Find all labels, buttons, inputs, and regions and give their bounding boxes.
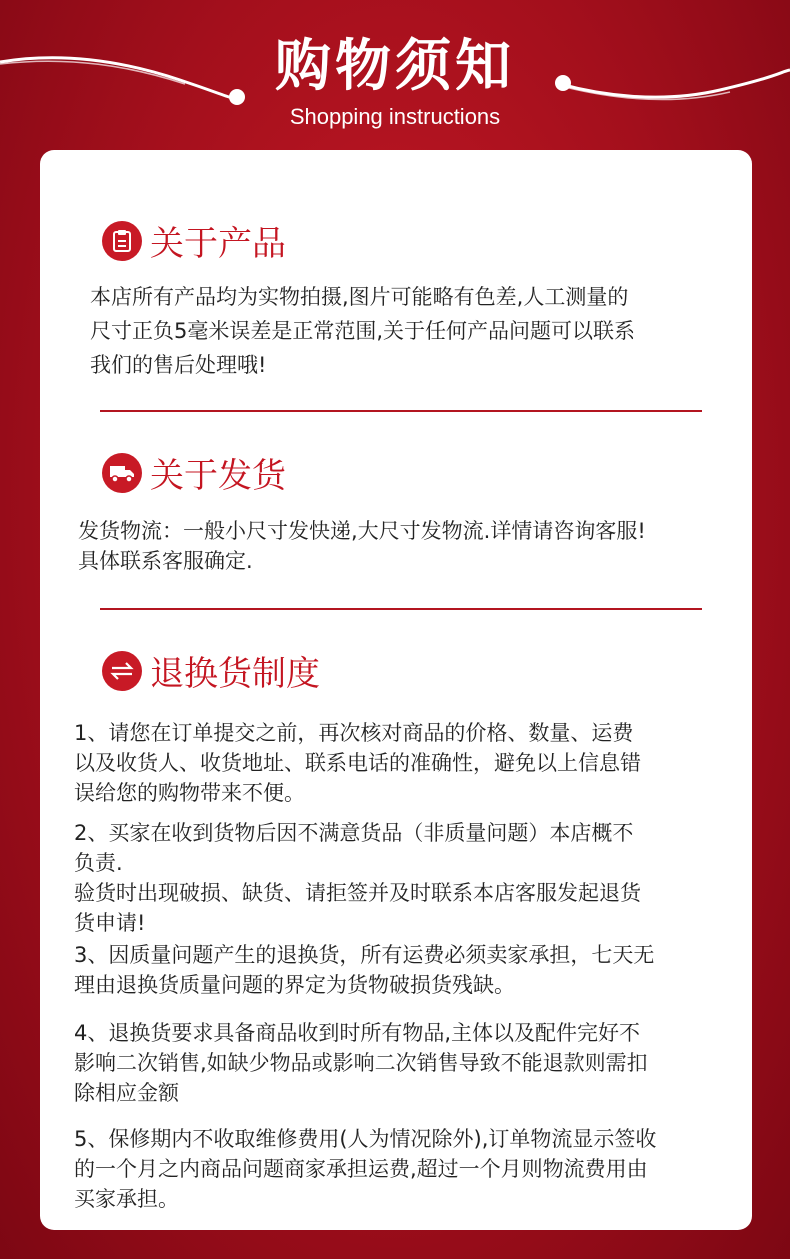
exchange-icon [102,651,142,691]
text-line: 买家承担。 [74,1187,179,1211]
section-returns-title: 退换货制度 [150,654,320,694]
section-divider [100,410,702,412]
text-line: 验货时出现破损、缺货、请拒签并及时联系本店客服发起退货 [74,881,641,905]
text-line: 理由退换货质量问题的界定为货物破损货残缺。 [74,973,515,997]
return-rule-4 [74,1018,648,1108]
text-line: 本店所有产品均为实物拍摄,图片可能略有色差,人工测量的 [90,285,629,309]
text-line: 影响二次销售,如缺少物品或影响二次销售导致不能退款则需扣 [74,1051,648,1075]
page-title: 购物须知 [275,34,515,99]
text-line: 误给您的购物带来不便。 [74,781,305,805]
section-shipping-header [102,448,286,497]
text-line: 1、请您在订单提交之前，再次核对商品的价格、数量、运费 [74,721,634,745]
text-line: 5、保修期内不收取维修费用(人为情况除外),订单物流显示签收 [74,1127,657,1151]
section-divider [100,608,702,610]
page-subtitle: Shopping instructions [289,104,501,129]
section-shipping-title: 关于发货 [150,456,286,496]
text-line: 具体联系客服确定. [78,549,253,573]
text-line: 发货物流：一般小尺寸发快递,大尺寸发物流.详情请咨询客服! [78,519,646,543]
return-rule-3 [74,940,654,1000]
instructions-card [40,150,752,1230]
section-returns-header [102,646,320,695]
text-line: 以及收货人、收货地址、联系电话的准确性，避免以上信息错 [74,751,641,775]
text-line: 负责. [74,851,123,875]
text-line: 4、退换货要求具备商品收到时所有物品,主体以及配件完好不 [74,1021,641,1045]
return-rule-1 [74,718,641,808]
section-product-text [90,280,635,382]
text-line: 货申请! [74,911,146,935]
text-line: 3、因质量问题产生的退换货，所有运费必须卖家承担，七天无 [74,943,655,967]
section-product-title: 关于产品 [150,224,286,264]
return-rule-2 [74,818,641,938]
text-line: 我们的售后处理哦! [90,353,267,377]
section-product-header [102,216,286,265]
text-line: 尺寸正负5毫米误差是正常范围,关于任何产品问题可以联系 [90,319,636,343]
text-line: 除相应金额 [74,1081,179,1105]
return-rule-5 [74,1124,656,1214]
section-shipping-text [78,516,646,576]
clipboard-icon [102,221,142,261]
text-line: 2、买家在收到货物后因不满意货品（非质量问题）本店概不 [74,821,634,845]
text-line: 的一个月之内商品问题商家承担运费,超过一个月则物流费用由 [74,1157,648,1181]
truck-icon [102,453,142,493]
